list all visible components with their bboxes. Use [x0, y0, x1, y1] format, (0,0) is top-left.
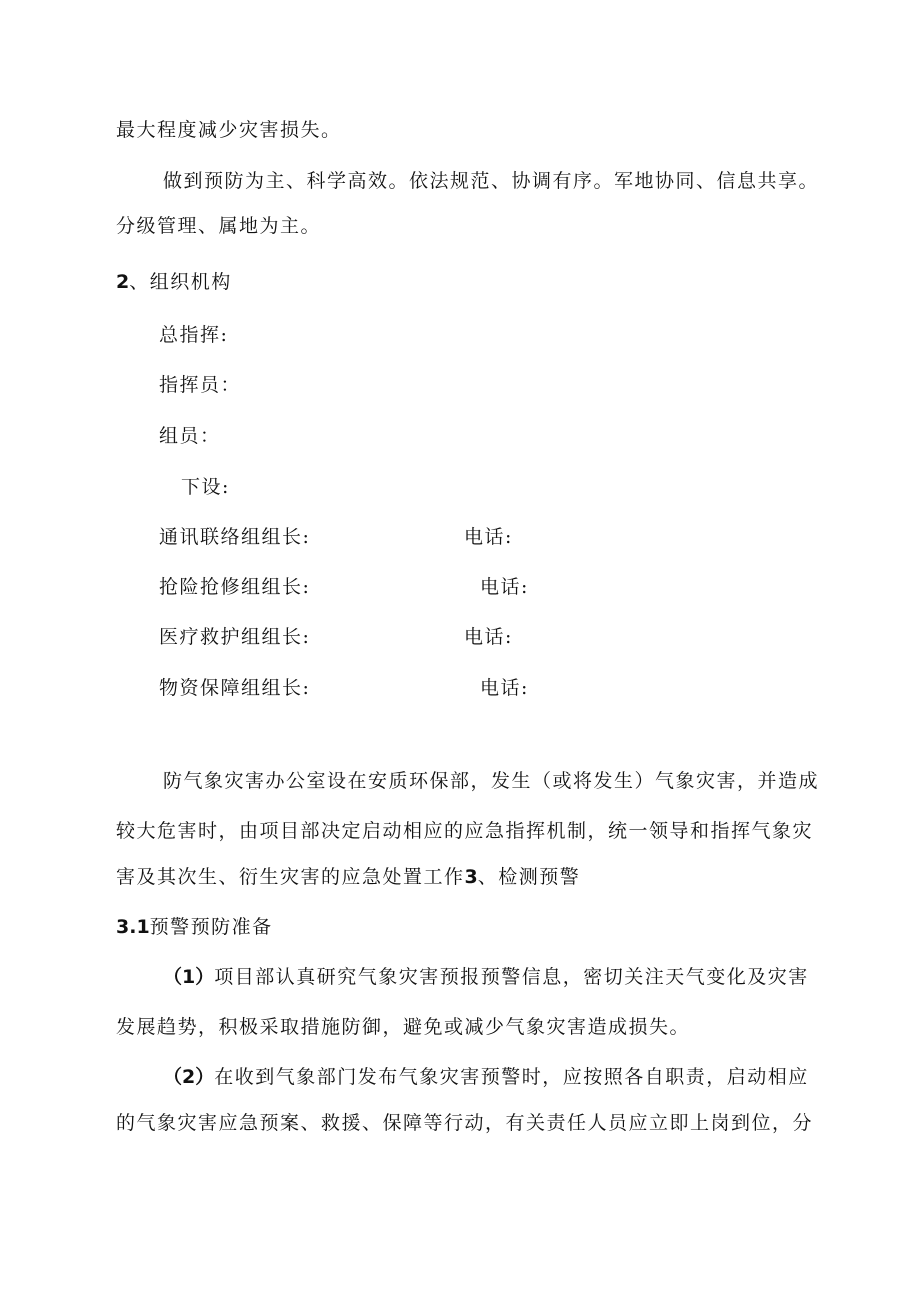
list-item-line: 发展趋势，积极采取措施防御，避免或减少气象灾害造成损失。: [116, 1016, 691, 1038]
heading-number: 3.1: [116, 916, 150, 938]
org-director-label: 指挥员：: [159, 374, 242, 396]
group-leader-label: 医疗救护组组长:: [159, 626, 311, 648]
group-phone-label: 电话:: [464, 526, 513, 548]
paragraph-line: 做到预防为主、科学高效。依法规范、协调有序。军地协同、信息共享。: [163, 170, 820, 192]
paragraph-line: 防气象灾害办公室设在安质环保部，发生（或将发生）气象灾害，并造成: [163, 770, 820, 792]
list-item-text: 在收到气象部门发布气象灾害预警时，应按照各自职责，启动相应: [214, 1066, 809, 1088]
paragraph-line: 最大程度减少灾害损失。: [116, 119, 342, 141]
list-item-line: [163, 1064, 809, 1090]
list-item-line: 的气象灾害应急预案、救援、保障等行动，有关责任人员应立即上岗到位，分: [116, 1112, 814, 1134]
heading-text: 预警预防准备: [149, 916, 273, 938]
group-phone-label: 电话:: [480, 576, 529, 598]
paragraph-line: 分级管理、属地为主。: [116, 215, 322, 237]
group-leader-label: 通讯联络组组长:: [159, 526, 311, 548]
paragraph-text: 害及其次生、衍生灾害的应急处置工作: [116, 866, 465, 888]
heading-number: 2: [116, 271, 130, 293]
paragraph-line: 较大危害时，由项目部决定启动相应的应急指挥机制，统一领导和指挥气象灾: [116, 820, 814, 842]
section-heading-2: [116, 269, 232, 295]
group-phone-label: 电话:: [480, 677, 529, 699]
list-item-text: 项目部认真研究气象灾害预报预警信息，密切关注天气变化及灾害: [214, 966, 809, 988]
group-leader-label: 物资保障组组长:: [159, 677, 311, 699]
list-item-line: [163, 964, 809, 990]
org-member-label: 组员：: [159, 425, 221, 447]
paragraph-line: [116, 864, 580, 890]
section-number: 3: [464, 866, 478, 888]
list-item-number: （1）: [163, 966, 215, 988]
section-title-text: 、检测预警: [477, 866, 581, 888]
list-item-number: （2）: [163, 1066, 215, 1088]
heading-text: 、组织机构: [129, 271, 232, 293]
group-phone-label: 电话:: [464, 626, 513, 648]
org-commander-label: 总指挥:: [159, 324, 229, 346]
section-heading-3-1: [116, 914, 273, 940]
org-sub-label: 下设:: [181, 476, 230, 498]
group-leader-label: 抢险抢修组组长:: [159, 576, 311, 598]
